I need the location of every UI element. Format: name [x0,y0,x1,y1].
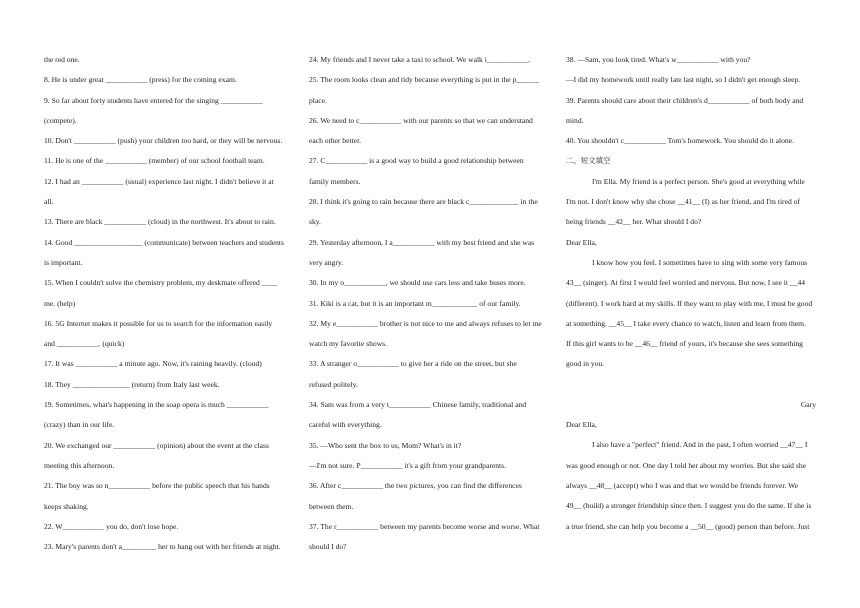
text-line: 33. A stranger o___________ to give her a ride on the street, but she [309,359,517,369]
text-line: 18. They _______________ (return) from Italy last week. [44,379,220,389]
text-line: 8. He is under great ___________ (press) for the coming exam. [44,75,237,85]
text-line: always __48__ (accept) who I was and that we would be friends forever. We [566,480,799,490]
text-line: between them. [309,501,354,511]
text-line: 27. C___________ is a good way to build a good relationship between [309,156,524,166]
text-line: (different). I work hard at my skills. If they want to play with me, I must be good [566,298,813,308]
text-line: mind. [566,115,584,125]
text-line: 13. There are black ___________ (cloud) in the northwest. It's about to rain. [44,217,276,227]
text-line: 28. I think it's going to rain because there are black c_____________ in the [309,197,538,207]
text-line: a true friend, she can help you become a __50__ (good) person than before. Just [566,521,810,531]
text-line: watch my favorite shows. [309,339,388,349]
column-left [44,50,296,557]
text-line: was good enough or not. One day I told her about my worries. But she said she [566,460,807,470]
text-line: each other better. [309,136,362,146]
text-line: 26. We need to c___________ with our parents so that we can understand [309,115,533,125]
text-line: 34. Sam was from a very t___________ Chinese family, traditional and [309,400,527,410]
text-line: 19. Sometimes, what's happening in the soap opera is much ___________ [44,400,269,410]
text-line: meeting this afternoon. [44,460,115,470]
text-line: 43__ (singer). At first I would feel worried and nervous. But now, I see it __44 [566,278,806,288]
text-line: at something. __45__ I take every chance to watch, listen and learn from them. [566,318,806,328]
text-line: careful with everything. [309,420,382,430]
text-line: 38. —Sam, you look tired. What's w___________ with you? [566,55,751,64]
text-line: 30. In my o___________, we should use cars less and take buses more. [309,278,526,288]
text-line: (compete). [44,115,77,125]
text-line: I'm Ella. My friend is a perfect person. She's good at everything while [592,176,805,186]
text-line: is important. [44,257,83,267]
text-line: place. [309,95,327,105]
text-line: 31. Kiki is a cat, but it is an important m____________ of our family. [309,298,521,308]
text-line: 25. The room looks clean and tidy because everything is put in the p______ [309,75,540,85]
text-line: good in you. [566,359,605,369]
text-line: (crazy) than in our life. [44,420,115,430]
column-middle [309,50,552,557]
text-line: 49__ (build) a stronger friendship since then. I suggest you do the same. If she is [566,501,812,511]
text-line: If this girl wants to be __46__ friend of yours, it's because she sees something [566,339,803,349]
text-line: 36. After c___________ the two pictures, you can find the differences [309,481,522,491]
text-line: 23. Mary's parents don't a_________ her to hang out with her friends at night. [44,542,281,552]
text-line: very angry. [309,257,344,267]
text-line: —I'm not sure. P___________ it's a gift from your grandparents. [309,460,506,470]
text-line: I know how you feel. I sometimes have to sing with some very famous [592,257,808,267]
text-line: 40. You shouldn't c___________ Tom's homework. You should do it alone. [566,136,794,146]
text-line: 21. The boy was so n___________ before the public speech that his hands [44,481,270,491]
text-line: 16. 5G Internet makes it possible for us to search for the information easily [44,318,273,328]
text-line: all. [44,197,54,207]
text-line: refused politely. [309,379,358,389]
section-title: 二、短文填空 [566,156,611,166]
text-line: 10. Don't ___________ (push) your children too hard, or they will be nervous. [44,136,283,146]
text-line: I'm not. I don't know why she chose __41__ (I) as her friend, and I'm tired of [566,197,800,207]
text-line: family members. [309,176,361,186]
text-line: 11. He is one of the ___________ (member) of our school football team. [44,156,265,166]
letter-reply [566,435,816,536]
text-line: 37. The r___________ between my parents become worse and worse. What [309,521,540,531]
questions-38-40 [566,50,816,151]
letter-gary [566,253,816,375]
text-line: should I do? [309,542,347,552]
text-line: 15. When I couldn't solve the chemistry problem, my deskmate offered ____ [44,278,277,288]
salutation-dear-ella-2: Dear Ella, [566,420,597,430]
text-line: keeps shaking. [44,501,89,511]
text-line: 32. My e___________ brother is not nice to me and always refuses to let me [309,318,542,328]
text-line: 35. —Who sent the box to us, Mom? What's in it? [309,440,462,450]
text-line: and ___________. (quick) [44,339,125,349]
text-line: 9. So far about forty students have entered for the singing ___________ [44,95,263,105]
text-line: 20. We exchanged our ___________ (opinion) about the event at the class [44,440,269,450]
text-line: 39. Parents should care about their children's d___________ of both body and [566,95,804,105]
signature-gary: Gary [800,399,816,409]
text-line: sky. [309,217,321,227]
text-line: —I did my homework until really late last night, so I didn't get enough sleep. [566,75,801,85]
text-line: 12. I had an ___________ (usual) experience last night. I didn't believe it at [44,176,274,186]
column-right [566,50,816,537]
text-line: the red one. [44,55,80,64]
salutation-dear-ella-1: Dear Ella, [566,237,597,247]
text-line: I also have a "perfect" friend. And in the past, I often worried __47__ I [592,440,808,450]
text-line: 29. Yesterday afternoon, I a___________ with my best friend and she was [309,237,535,247]
text-line: 22. W___________ you do, don't lose hope. [44,521,179,531]
text-line: being friends __42__ her. What should I do? [566,217,702,227]
text-line: 14. Good __________________ (communicate) between teachers and students [44,237,284,247]
letter-ella [566,172,816,233]
text-line: 17. It was ___________ a minute ago. Now, it's raining heavily. (cloud) [44,359,262,369]
text-line: me. (help) [44,298,76,308]
text-line: 24. My friends and I never take a taxi to school. We walk i___________. [309,55,531,64]
